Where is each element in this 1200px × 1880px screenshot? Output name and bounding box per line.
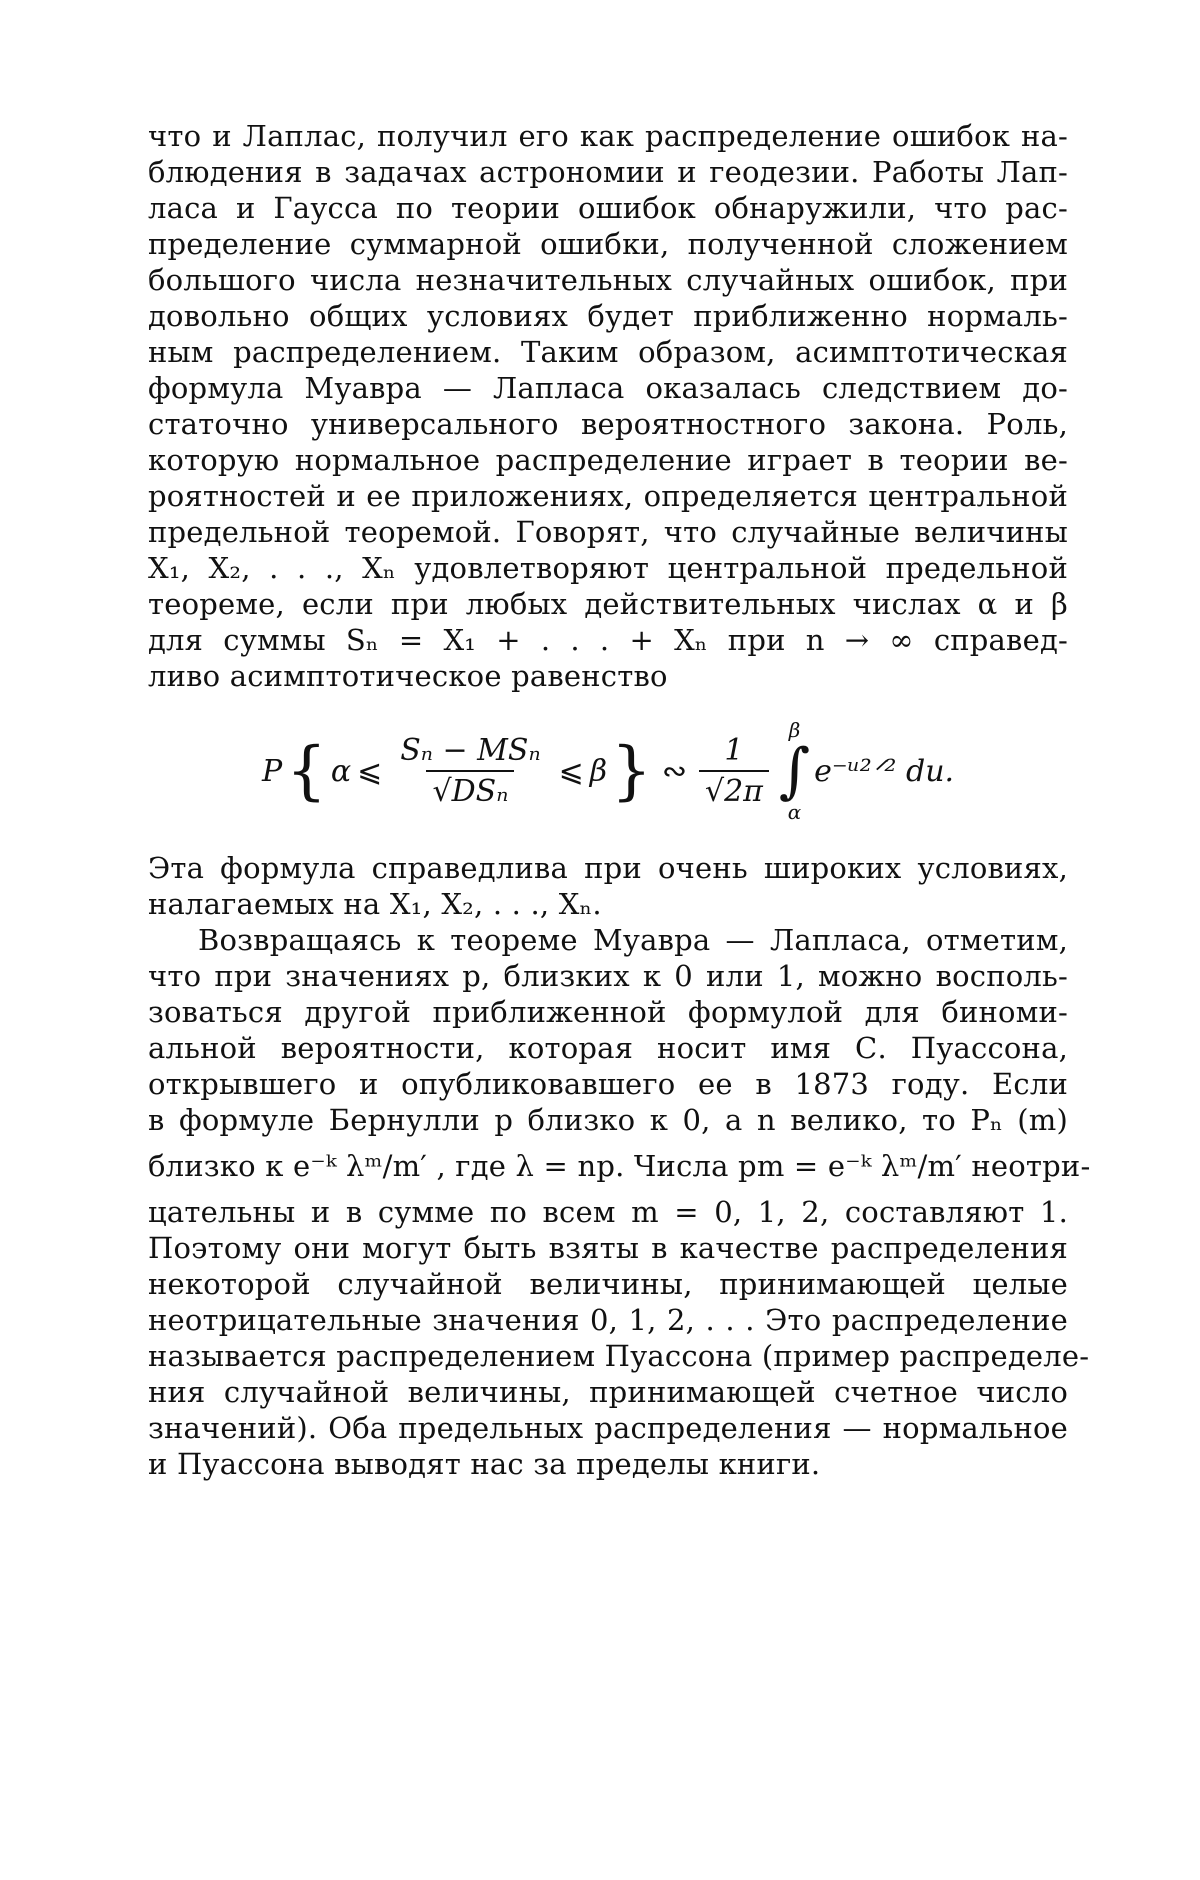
text-line: X₁, X₂, . . ., Xₙ удовлетворяют центральной предельной	[148, 551, 1068, 585]
integral-lower-limit: α	[787, 800, 802, 824]
text-line: Эта формула справедлива при очень широких условиях,	[148, 851, 1068, 885]
text-line: Возвращаясь к теореме Муавра — Лапласа, отметим,	[198, 923, 1068, 957]
text-line: в формуле Бернулли p близко к 0, а n велико, то Pₙ (m)	[148, 1103, 1068, 1137]
integral-sign	[779, 719, 810, 823]
text-line: налагаемых на X₁, X₂, . . ., Xₙ.	[148, 887, 602, 921]
text-line: значений). Оба предельных распределения — нормальное	[148, 1411, 1068, 1445]
text-line: называется распределением Пуассона (пример распределе-	[148, 1339, 1090, 1373]
text-line: неотрицательные значения 0, 1, 2, . . . Это распределение	[148, 1303, 1068, 1337]
coefficient-fraction	[699, 733, 769, 809]
text-line: довольно общих условиях будет приближенно нормаль-	[148, 299, 1068, 333]
fraction-numerator: Sₙ − MSₙ	[400, 733, 541, 768]
text-line: пределение суммарной ошибки, полученной сложением	[148, 227, 1068, 261]
text-line: которую нормальное распределение играет в теории ве-	[148, 443, 1068, 477]
formula-beta: β	[589, 753, 608, 789]
coefficient-denominator: √2π	[699, 770, 769, 809]
text-line: теореме, если при любых действительных числах α и β	[148, 587, 1068, 621]
integral-upper-limit: β	[788, 718, 801, 742]
text-line: статочно универсального вероятностного закона. Роль,	[148, 407, 1068, 441]
normalized-sum-fraction	[394, 733, 546, 809]
text-line: ния случайной величины, принимающей счетное число	[148, 1375, 1068, 1409]
formula-asymp: ∾	[661, 753, 687, 789]
text-line: и Пуассона выводят нас за пределы книги.	[148, 1447, 821, 1481]
clt-formula	[148, 706, 1068, 836]
integral-symbol: ∫	[778, 736, 811, 806]
text-line: открывшего и опубликовавшего ее в 1873 году. Если	[148, 1067, 1068, 1101]
formula-leq: ⩽	[357, 753, 383, 789]
paragraph-conditions	[148, 850, 1068, 922]
integrand: e⁻ᵘ²ᐟ² du.	[814, 753, 955, 789]
text-line: зоваться другой приближенной формулой для биноми-	[148, 995, 1068, 1029]
text-line: что при значениях p, близких к 0 или 1, можно восполь-	[148, 959, 1068, 993]
text-line: некоторой случайной величины, принимающей целые	[148, 1267, 1068, 1301]
paragraph-clt	[148, 118, 1068, 694]
text-line: альной вероятности, которая носит имя С. Пуассона,	[148, 1031, 1068, 1065]
right-brace: }	[611, 734, 652, 808]
formula-prefix: P	[261, 753, 283, 789]
text-line: ласа и Гаусса по теории ошибок обнаружили, что рас-	[148, 191, 1068, 225]
text-line: Поэтому они могут быть взяты в качестве распределения	[148, 1231, 1068, 1265]
text-line: блюдения в задачах астрономии и геодезии. Работы Лап-	[148, 155, 1068, 189]
coefficient-numerator: 1	[724, 733, 744, 768]
text-line: для суммы Sₙ = X₁ + . . . + Xₙ при n → ∞ справед-	[148, 623, 1068, 657]
text-line: роятностей и ее приложениях, определяется центральной	[148, 479, 1068, 513]
formula-leq: ⩽	[558, 753, 584, 789]
text-line: большого числа незначительных случайных ошибок, при	[148, 263, 1068, 297]
text-line: предельной теоремой. Говорят, что случайные величины	[148, 515, 1068, 549]
text-line: что и Лаплас, получил его как распределение ошибок на-	[148, 119, 1068, 153]
left-brace: {	[286, 734, 327, 808]
text-line: ным распределением. Таким образом, асимптотическая	[148, 335, 1068, 369]
text-line: формула Муавра — Лапласа оказалась следствием до-	[148, 371, 1068, 405]
text-line: ливо асимптотическое равенство	[148, 659, 668, 693]
text-line: близко к e⁻ᵏ λᵐ/m′ , где λ = np. Числа pm = e⁻ᵏ λᵐ/m′ неотри-	[148, 1149, 1091, 1183]
paragraph-poisson	[148, 922, 1091, 1482]
formula-alpha: α	[330, 753, 352, 789]
fraction-denominator: √DSₙ	[426, 770, 514, 809]
book-page	[148, 118, 1091, 1482]
text-line: цательны и в сумме по всем m = 0, 1, 2, составляют 1.	[148, 1195, 1068, 1229]
